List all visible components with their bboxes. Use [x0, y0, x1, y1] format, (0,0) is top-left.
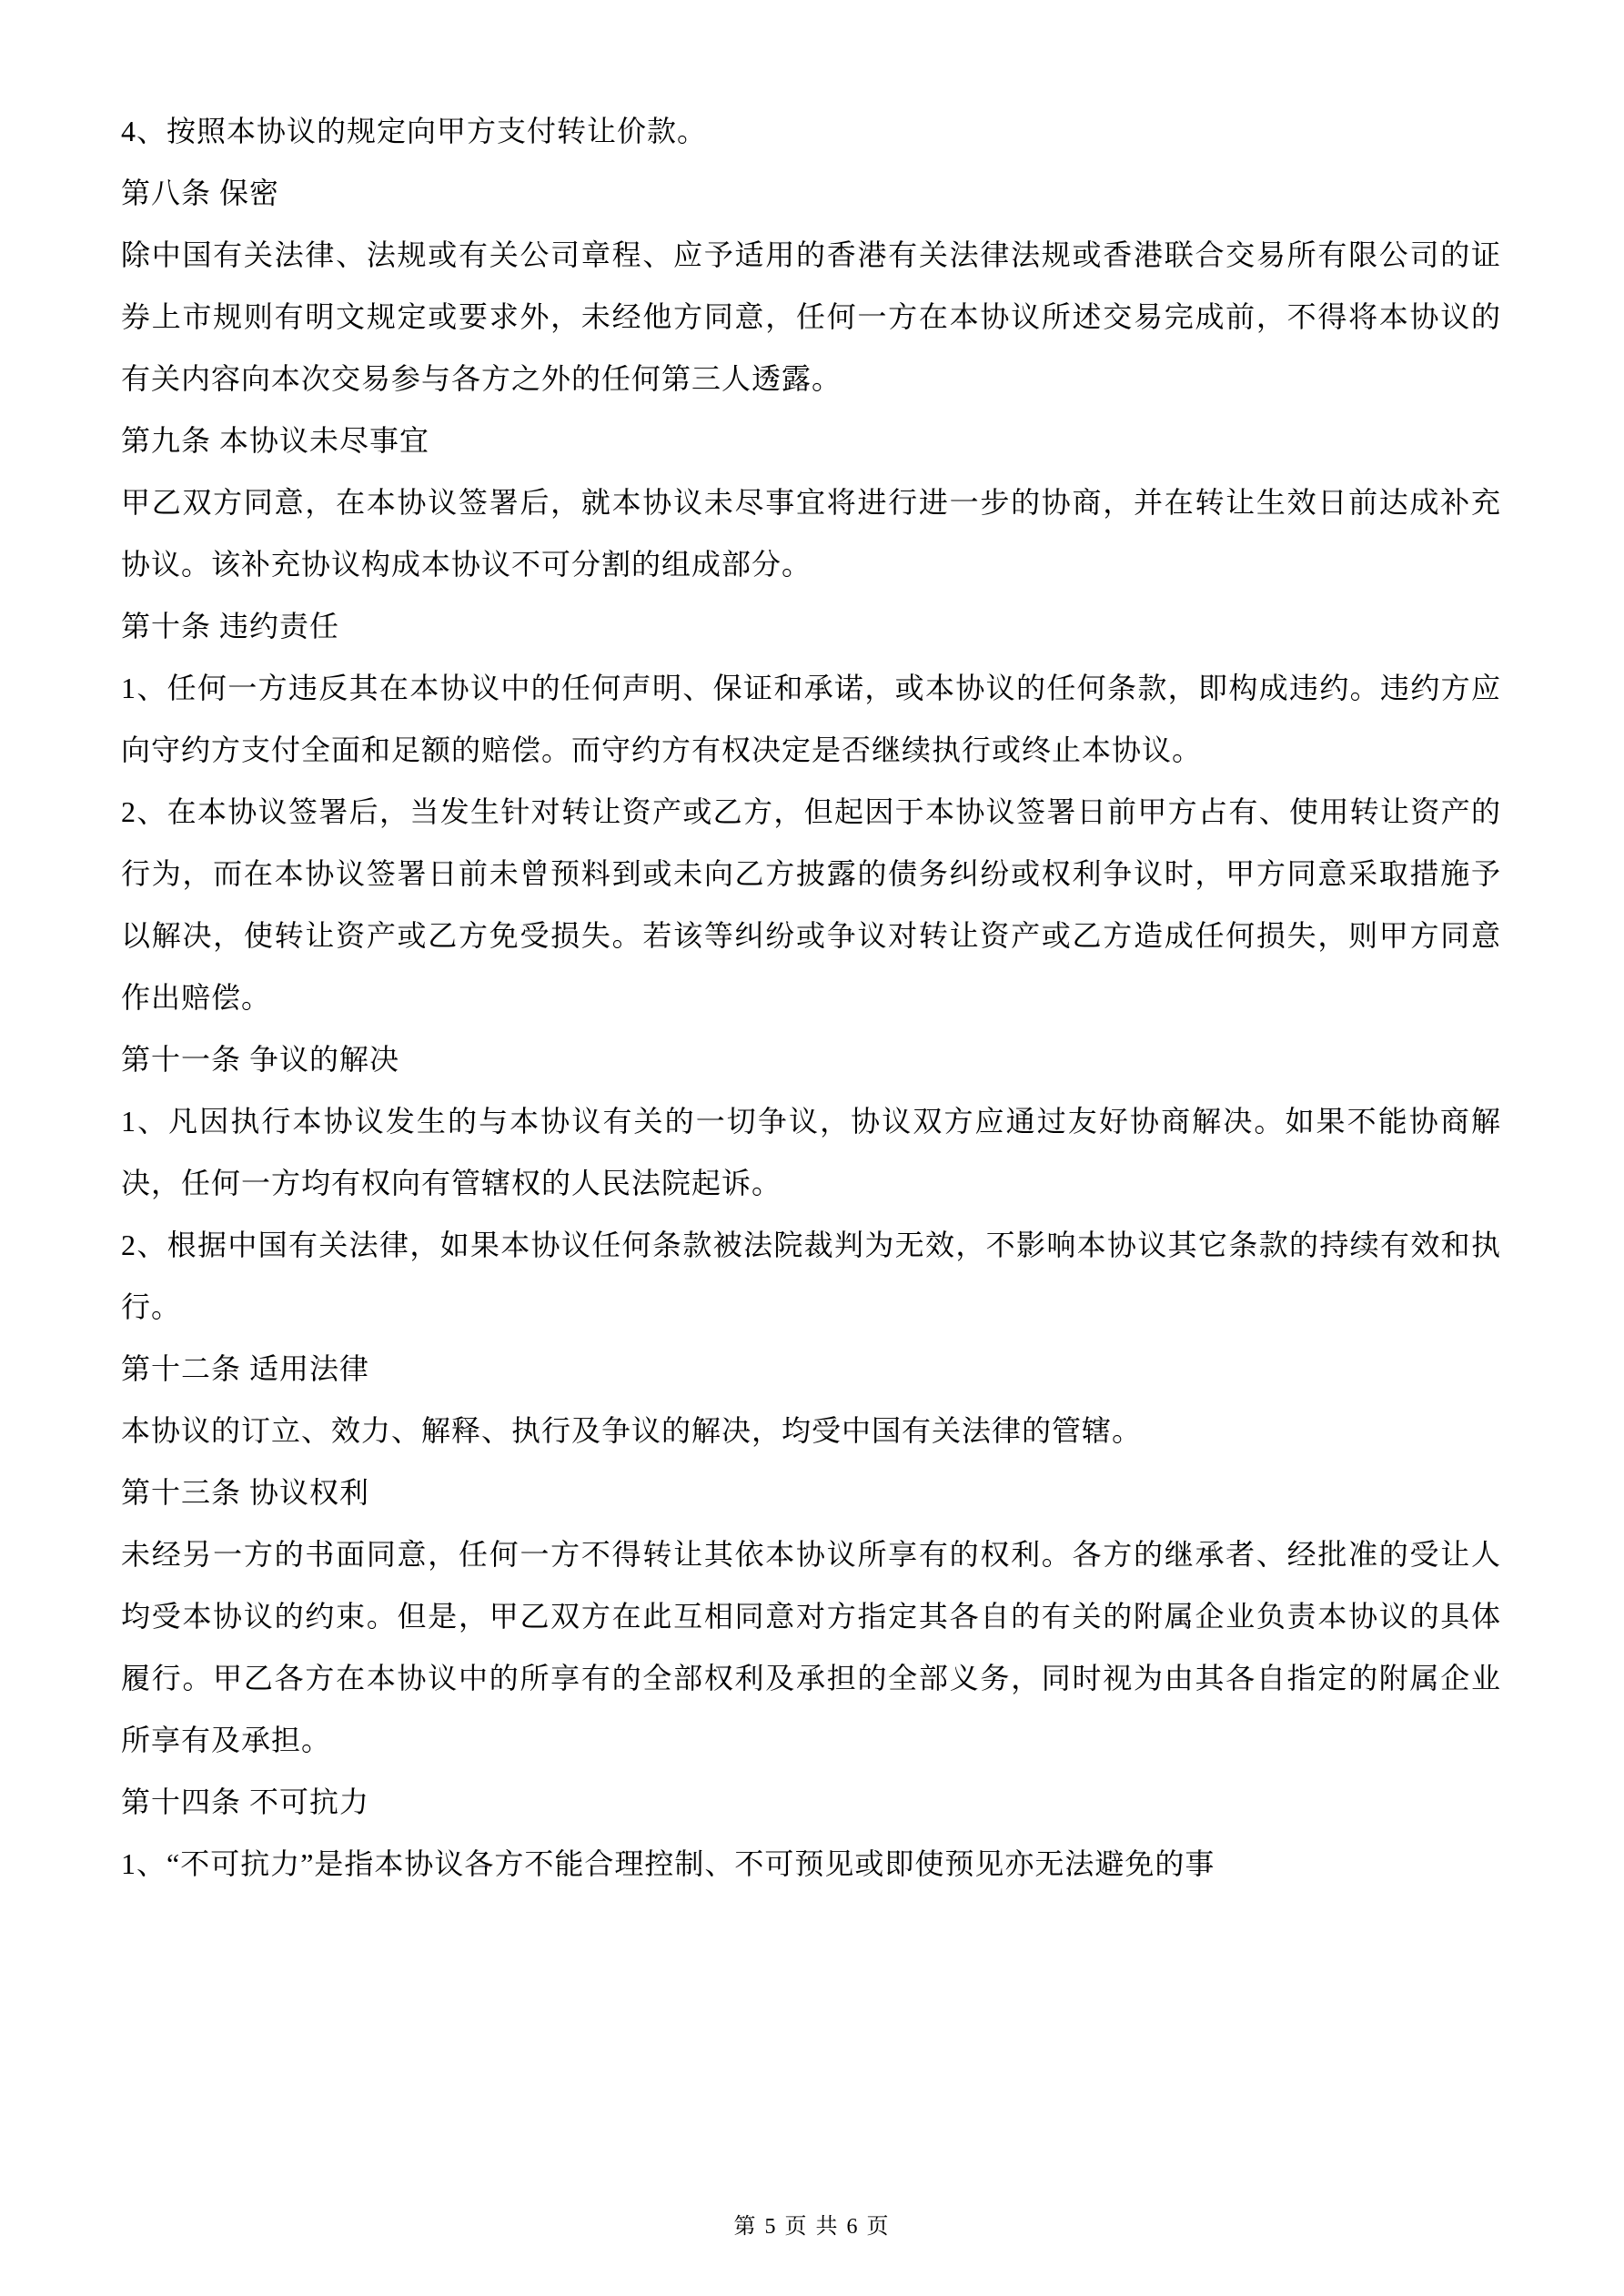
paragraph: 1、任何一方违反其在本协议中的任何声明、保证和承诺，或本协议的任何条款，即构成违约。违约方应向守约方支付全面和足额的赔偿。而守约方有权决定是否继续执行或终止本协议。: [121, 672, 1501, 766]
section-heading: 第十四条 不可抗力: [121, 1785, 370, 1818]
paragraph: 1、“不可抗力”是指本协议各方不能合理控制、不可预见或即使预见亦无法避免的事: [121, 1847, 1215, 1880]
section-heading: 第十条 违约责任: [121, 610, 340, 642]
paragraph: 4、按照本协议的规定向甲方支付转让价款。: [121, 115, 708, 147]
paragraph: 未经另一方的书面同意，任何一方不得转让其依本协议所享有的权利。各方的继承者、经批准的受让人均受本协议的约束。但是，甲乙双方在此互相同意对方指定其各自的有关的附属企业负责本协议的具体履行。甲乙各方在本协议中的所享有的全部权利及承担的全部义务，同时视为由其各自指定的附属企业所享有及承担。: [121, 1538, 1501, 1756]
section-heading: 第十一条 争议的解决: [121, 1043, 400, 1076]
paragraph: 1、凡因执行本协议发生的与本协议有关的一切争议，协议双方应通过友好协商解决。如果不能协商解决，任何一方均有权向有管辖权的人民法院起诉。: [121, 1105, 1501, 1199]
paragraph: 2、根据中国有关法律，如果本协议任何条款被法院裁判为无效，不影响本协议其它条款的持续有效和执行。: [121, 1229, 1501, 1323]
section-heading: 第十三条 协议权利: [121, 1476, 370, 1509]
section-heading: 第九条 本协议未尽事宜: [121, 424, 430, 457]
section-heading: 第八条 保密: [121, 177, 280, 209]
section-heading: 第十二条 适用法律: [121, 1352, 370, 1385]
paragraph: 甲乙双方同意，在本协议签署后，就本协议未尽事宜将进行进一步的协商，并在转让生效日前达成补充协议。该补充协议构成本协议不可分割的组成部分。: [121, 486, 1501, 581]
page-number-footer: 第 5 页 共 6 页: [733, 2215, 891, 2239]
paragraph: 本协议的订立、效力、解释、执行及争议的解决，均受中国有关法律的管辖。: [121, 1414, 1143, 1447]
paragraph: 2、在本协议签署后，当发生针对转让资产或乙方，但起因于本协议签署日前甲方占有、使用转让资产的行为，而在本协议签署日前未曾预料到或未向乙方披露的债务纠纷或权利争议时，甲方同意采取措施予以解决，使转让资产或乙方免受损失。若该等纠纷或争议对转让资产或乙方造成任何损失，则甲方同意作出赔偿。: [121, 795, 1501, 1014]
paragraph: 除中国有关法律、法规或有关公司章程、应予适用的香港有关法律法规或香港联合交易所有限公司的证券上市规则有明文规定或要求外，未经他方同意，任何一方在本协议所述交易完成前，不得将本协议的有关内容向本次交易参与各方之外的任何第三人透露。: [121, 238, 1501, 395]
document-body: [121, 100, 1501, 1895]
